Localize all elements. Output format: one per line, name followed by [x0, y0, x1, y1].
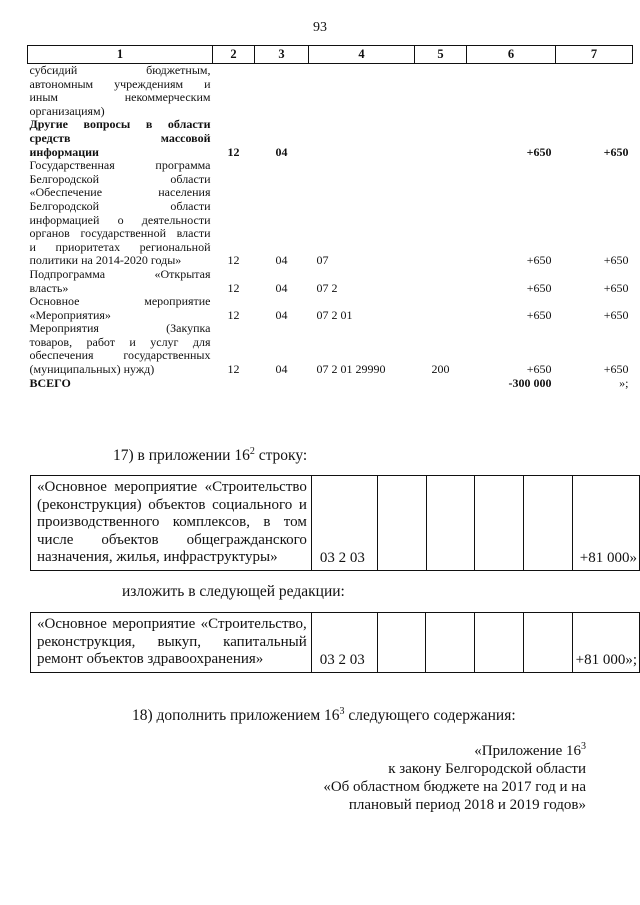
- description-line: Белгородской области: [29, 198, 211, 213]
- description-line: субсидий бюджетным,: [29, 63, 211, 77]
- header-cell: 1: [28, 46, 213, 64]
- table-header-row: [28, 46, 633, 64]
- description-line: иным некоммерческим: [29, 90, 211, 105]
- description-line: информации: [29, 144, 99, 159]
- cell-col4: [309, 118, 415, 159]
- header-cell: 6: [467, 46, 556, 64]
- description-line: средств массовой: [29, 130, 211, 145]
- empty-cell: [377, 476, 426, 571]
- cell-col6: +650: [526, 253, 552, 268]
- cell-col7: +650: [603, 280, 629, 295]
- description-line: Мероприятия (Закупка: [29, 321, 211, 336]
- cell-col6: +650: [526, 307, 552, 322]
- cell-col2: 12: [227, 253, 240, 268]
- budget-table: [27, 45, 633, 390]
- cell-col4: 07 2 01: [316, 307, 353, 322]
- header-cell: 7: [556, 46, 633, 64]
- row-description: «Основное мероприятие «Строительство (реконструкция) объектов социального и производственного комплексов, в том числе объектов общегражданского назначения, жилья, инфраструктуры»: [31, 476, 312, 571]
- empty-cell: [524, 476, 573, 571]
- description-line: автономным учреждениям и: [29, 76, 211, 91]
- description-line: информацией о деятельности: [29, 212, 211, 227]
- paragraph-18: 18) дополнить приложением $16^3$ следующего содержания:: [132, 706, 516, 725]
- empty-cell: [475, 476, 524, 571]
- description-line: товаров, работ и услуг для: [29, 334, 211, 349]
- table-row: [28, 295, 633, 322]
- appendix-law-line: к закону Белгородской области: [388, 761, 586, 777]
- cell-col4: 07 2 01 29990: [316, 362, 386, 377]
- description-line: власть»: [29, 280, 69, 295]
- cell-col2: 12: [227, 144, 240, 159]
- cell-col5: 200: [431, 362, 450, 377]
- cell-col4: 07: [316, 253, 329, 268]
- appendix-heading: [323, 738, 586, 814]
- header-cell: 5: [415, 46, 467, 64]
- description-line: организациям): [29, 103, 105, 118]
- description-line: «Обеспечение населения: [29, 185, 211, 200]
- cell-col7: +650: [603, 144, 629, 159]
- empty-cell: [426, 476, 475, 571]
- cell-col6: +650: [526, 144, 552, 159]
- cell-col6: +650: [526, 362, 552, 377]
- table-row: [28, 322, 633, 376]
- description-line: Государственная программа: [29, 158, 211, 173]
- empty-cell: [415, 64, 467, 119]
- empty-cell: [309, 377, 415, 391]
- empty-cell: [309, 64, 415, 119]
- description-line: Белгородской области: [29, 171, 211, 186]
- description-line: (муниципальных) нужд): [29, 362, 155, 377]
- description-line: Основное мероприятие: [29, 294, 211, 309]
- description-line: обеспечения государственных: [29, 348, 211, 363]
- cell-col2: 12: [227, 362, 240, 377]
- empty-cell: [426, 613, 475, 673]
- cell-col6: +650: [526, 280, 552, 295]
- cell-col3: 04: [275, 362, 288, 377]
- row-description: [28, 295, 213, 322]
- cell-col4: 07 2: [316, 280, 338, 295]
- cell-col2: 12: [227, 280, 240, 295]
- empty-cell: [213, 377, 255, 391]
- paragraph-17: 17) в приложении $16^2$ строку:: [113, 446, 308, 465]
- empty-cell: [467, 64, 556, 119]
- old-row-table: [30, 475, 640, 571]
- table-row: [28, 268, 633, 295]
- row-description: [28, 268, 213, 295]
- cell-col7: +650: [603, 307, 629, 322]
- cell-col2: 12: [227, 307, 240, 322]
- table-row: [28, 159, 633, 268]
- cell-col7: +650: [603, 253, 629, 268]
- page-number: 93: [313, 20, 327, 35]
- empty-cell: [523, 613, 572, 673]
- description-line: и приоритетах региональной: [29, 239, 211, 254]
- cell-col3: 04: [275, 144, 288, 159]
- cell-col5: [415, 118, 467, 159]
- row-description: [28, 118, 213, 159]
- appendix-law-period: плановый период 2018 и 2019 годов»: [348, 797, 586, 813]
- description-line: органов государственной власти: [29, 226, 211, 241]
- total-col6: -300 000: [508, 375, 552, 390]
- empty-cell: [213, 64, 255, 119]
- header-cell: 4: [309, 46, 415, 64]
- table-row: [28, 64, 633, 119]
- cell-col3: 04: [275, 253, 288, 268]
- paragraph-redaction: изложить в следующей редакции:: [122, 583, 345, 600]
- empty-cell: [255, 377, 309, 391]
- row-description: «Основное мероприятие «Строительство, реконструкция, выкуп, капитальный ремонт объектов здравоохранения»: [31, 613, 312, 673]
- appendix-title: «Приложение $16^3$: [474, 741, 586, 759]
- header-cell: 3: [255, 46, 309, 64]
- description-line: «Мероприятия»: [29, 307, 111, 322]
- total-row: [28, 377, 633, 391]
- cell-col3: 04: [275, 307, 288, 322]
- table-row: [31, 476, 640, 571]
- row-description: [28, 64, 213, 119]
- row-code: 03 2 03: [311, 613, 377, 673]
- cell-col7: +650: [603, 362, 629, 377]
- new-row-table: [30, 612, 640, 673]
- cell-col5: [415, 159, 467, 268]
- appendix-law-title: «Об областном бюджете на 2017 год и на: [323, 779, 586, 795]
- cell-col3: 04: [275, 280, 288, 295]
- header-cell: 2: [213, 46, 255, 64]
- empty-cell: [415, 377, 467, 391]
- total-label: ВСЕГО: [29, 375, 71, 390]
- table-row: [31, 613, 640, 673]
- empty-cell: [255, 64, 309, 119]
- empty-cell: [475, 613, 524, 673]
- table-row: [28, 118, 633, 159]
- row-amount: +81 000»;: [572, 613, 639, 673]
- empty-cell: [377, 613, 426, 673]
- empty-cell: [556, 64, 633, 119]
- cell-col5: [415, 268, 467, 295]
- total-col7: »;: [619, 375, 629, 390]
- description-line: Подпрограмма «Открытая: [29, 266, 211, 281]
- row-description: [28, 159, 213, 268]
- row-description: [28, 322, 213, 376]
- row-code: 03 2 03: [311, 476, 377, 571]
- cell-col5: [415, 295, 467, 322]
- row-amount: +81 000»: [572, 476, 639, 571]
- description-line: политики на 2014-2020 годы»: [29, 253, 182, 268]
- description-line: Другие вопросы в области: [29, 117, 211, 132]
